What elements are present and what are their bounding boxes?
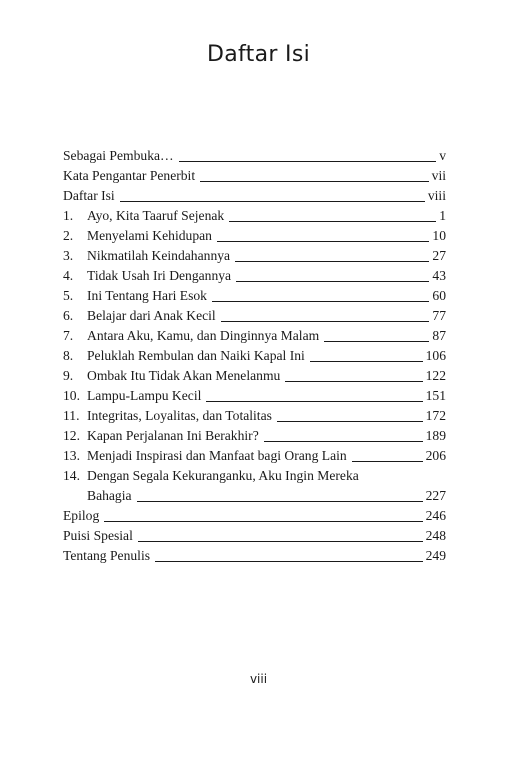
toc-entry-kata-pengantar (63, 166, 446, 186)
toc-entry-title: Epilog (63, 508, 100, 523)
toc-entry-epilog (63, 506, 446, 526)
toc-entry-page: 87 (432, 328, 446, 343)
toc-entry-chapter-9 (63, 366, 446, 386)
toc-entry-number: 9. (63, 368, 74, 383)
toc-entry-page: 106 (425, 348, 446, 363)
toc-entry-puisi-spesial (63, 526, 446, 546)
toc-entry-page: 206 (425, 448, 446, 463)
toc-leader-line (310, 361, 423, 362)
toc-entry-number: 1. (63, 208, 74, 223)
toc-entry-chapter-10 (63, 386, 446, 406)
toc-entry-title: Menjadi Inspirasi dan Manfaat bagi Orang Lain (87, 448, 347, 463)
toc-entry-title: Ombak Itu Tidak Akan Menelanmu (87, 368, 281, 383)
toc-entry-page: vii (431, 168, 446, 183)
toc-leader-line (229, 221, 436, 222)
toc-leader-line (137, 501, 423, 502)
toc-entry-page: viii (427, 188, 446, 203)
toc-entry-chapter-12 (63, 426, 446, 446)
toc-leader-line (221, 321, 430, 322)
page-title: Daftar Isi (207, 42, 310, 67)
toc-entry-title: Kata Pengantar Penerbit (63, 168, 196, 183)
toc-entry-number: 7. (63, 328, 74, 343)
toc-entry-number: 10. (63, 388, 80, 403)
toc-entry-chapter-4 (63, 266, 446, 286)
toc-entry-sebagai-pembuka (63, 146, 446, 166)
toc-leader-line (217, 241, 429, 242)
toc-entry-page: 189 (425, 428, 446, 443)
toc-entry-number: 2. (63, 228, 74, 243)
toc-entry-page: 172 (425, 408, 446, 423)
toc-entry-page: v (439, 148, 446, 163)
toc-entry-title: Puisi Spesial (63, 528, 133, 543)
toc-leader-line (138, 541, 423, 542)
toc-leader-line (264, 441, 423, 442)
toc-entry-number: 14. (63, 468, 80, 483)
toc-entry-chapter-13 (63, 446, 446, 466)
toc-entry-number: 11. (63, 408, 80, 423)
toc-leader-line (104, 521, 422, 522)
toc-leader-line (179, 161, 437, 162)
toc-entry-page: 246 (425, 508, 446, 523)
toc-entry-title: Nikmatilah Keindahannya (87, 248, 231, 263)
page-number: viii (249, 672, 268, 686)
toc-entry-title: Belajar dari Anak Kecil (87, 308, 216, 323)
toc-entry-title: Lampu-Lampu Kecil (87, 388, 202, 403)
toc-entry-title: Ayo, Kita Taaruf Sejenak (87, 208, 225, 223)
toc-entry-number: 4. (63, 268, 74, 283)
toc-entry-page: 122 (425, 368, 446, 383)
toc-entry-page: 248 (425, 528, 446, 543)
toc-leader-line (324, 341, 429, 342)
toc-entry-chapter-5 (63, 286, 446, 306)
toc-entry-page: 151 (425, 388, 446, 403)
toc-leader-line (212, 301, 429, 302)
toc-entry-title: Ini Tentang Hari Esok (87, 288, 207, 303)
toc-entry-title: Kapan Perjalanan Ini Berakhir? (87, 428, 259, 443)
toc-entry-chapter-1 (63, 206, 446, 226)
toc-entry-number: 5. (63, 288, 74, 303)
toc-entry-page: 10 (432, 228, 446, 243)
toc-entry-chapter-11 (63, 406, 446, 426)
toc-leader-line (285, 381, 422, 382)
toc-entry-number: 8. (63, 348, 74, 363)
toc-entry-title-continued: Bahagia (87, 488, 132, 503)
toc-entry-title: Antara Aku, Kamu, dan Dinginnya Malam (87, 328, 320, 343)
toc-entry-chapter-14 (63, 466, 446, 486)
toc-entry-page: 43 (432, 268, 446, 283)
toc-entry-chapter-8 (63, 346, 446, 366)
toc-entry-page: 1 (439, 208, 446, 223)
toc-leader-line (120, 201, 425, 202)
toc-entry-title: Integritas, Loyalitas, dan Totalitas (87, 408, 272, 423)
table-of-contents (63, 146, 446, 566)
toc-entry-title: Peluklah Rembulan dan Naiki Kapal Ini (87, 348, 305, 363)
toc-entry-page: 227 (425, 488, 446, 503)
toc-entry-title: Menyelami Kehidupan (87, 228, 212, 243)
toc-leader-line (352, 461, 423, 462)
toc-entry-number: 3. (63, 248, 74, 263)
toc-entry-title: Tidak Usah Iri Dengannya (87, 268, 232, 283)
toc-entry-page: 77 (432, 308, 446, 323)
toc-entry-page: 249 (425, 548, 446, 563)
toc-entry-chapter-14-continued (63, 486, 446, 506)
toc-entry-title: Dengan Segala Kekuranganku, Aku Ingin Mereka (87, 468, 359, 483)
toc-entry-title: Daftar Isi (63, 188, 115, 203)
toc-leader-line (235, 261, 429, 262)
toc-leader-line (155, 561, 423, 562)
toc-entry-tentang-penulis (63, 546, 446, 566)
toc-entry-number: 13. (63, 448, 80, 463)
toc-entry-page: 27 (432, 248, 446, 263)
toc-entry-title: Tentang Penulis (63, 548, 151, 563)
toc-entry-number: 12. (63, 428, 80, 443)
toc-entry-number: 6. (63, 308, 74, 323)
toc-leader-line (200, 181, 429, 182)
toc-entry-title: Sebagai Pembuka… (63, 148, 174, 163)
toc-entry-page: 60 (432, 288, 446, 303)
toc-leader-line (206, 401, 422, 402)
toc-entry-chapter-6 (63, 306, 446, 326)
toc-entry-daftar-isi (63, 186, 446, 206)
toc-leader-line (236, 281, 429, 282)
toc-entry-chapter-2 (63, 226, 446, 246)
toc-entry-chapter-7 (63, 326, 446, 346)
toc-leader-line (277, 421, 423, 422)
toc-entry-chapter-3 (63, 246, 446, 266)
